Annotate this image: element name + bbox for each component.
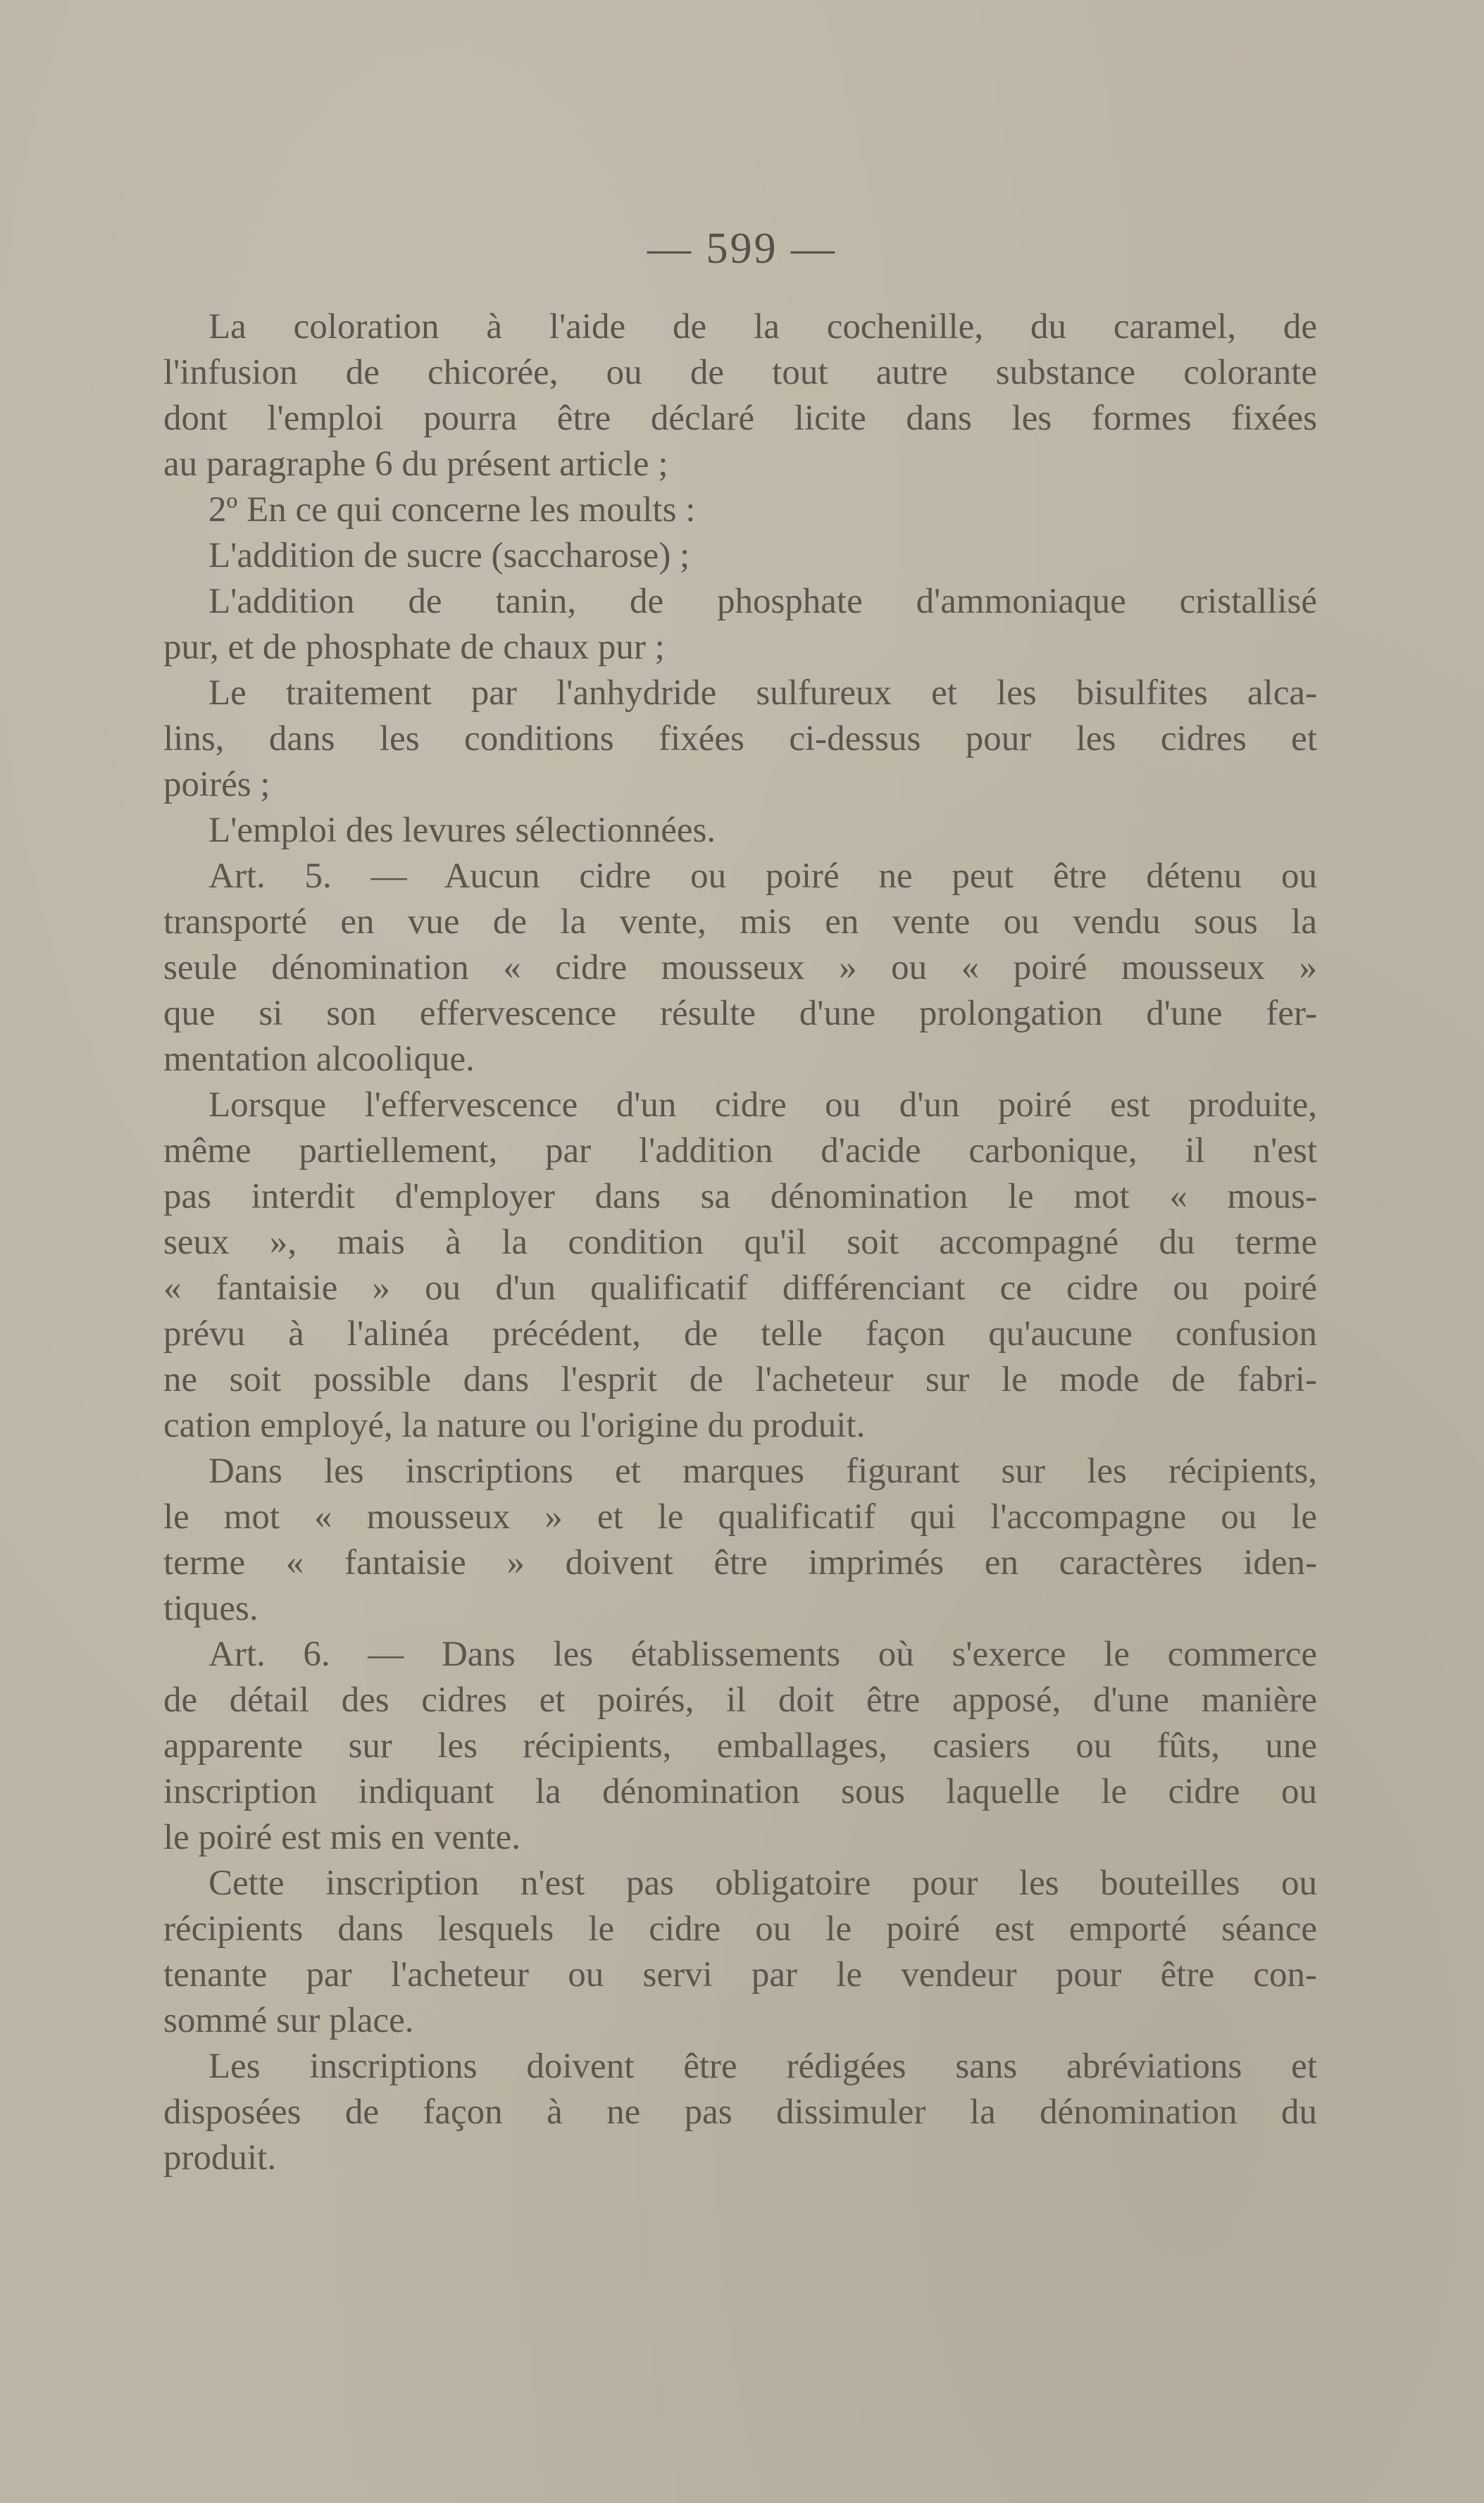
text-line: Le traitement par l'anhydride sulfureux et les bisulfites alca- (208, 673, 1317, 713)
text-line: cation employé, la nature ou l'origine du produit. (163, 1406, 866, 1445)
text-line: Dans les inscriptions et marques figurant sur les récipients, (208, 1452, 1317, 1491)
text-line: Art. 5. — Aucun cidre ou poiré ne peut être détenu ou (208, 856, 1317, 896)
text-line: tenante par l'acheteur ou servi par le vendeur pour être con- (163, 1955, 1317, 1995)
text-line: terme « fantaisie » doivent être imprimés en caractères iden- (163, 1543, 1317, 1583)
text-line: transporté en vue de la vente, mis en vente ou vendu sous la (163, 902, 1317, 942)
text-line: tiques. (163, 1589, 258, 1628)
text-line: sommé sur place. (163, 2001, 414, 2040)
page-number: — 599 — (647, 225, 837, 273)
text-line: de détail des cidres et poirés, il doit être apposé, d'une manière (163, 1680, 1317, 1720)
text-line: apparente sur les récipients, emballages, casiers ou fûts, une (163, 1726, 1317, 1766)
text-line: même partiellement, par l'addition d'acide carbonique, il n'est (163, 1131, 1317, 1171)
text-line: pas interdit d'employer dans sa dénomination le mot « mous- (163, 1177, 1317, 1216)
text-line: le poiré est mis en vente. (163, 1818, 521, 1857)
body-text (163, 304, 1317, 2181)
text-line: disposées de façon à ne pas dissimuler la dénomination du (163, 2092, 1317, 2132)
text-line: seux », mais à la condition qu'il soit accompagné du terme (163, 1223, 1317, 1262)
text-line: prévu à l'alinéa précédent, de telle façon qu'aucune confusion (163, 1314, 1317, 1354)
text-line: poirés ; (163, 765, 270, 804)
text-line: Art. 6. — Dans les établissements où s'exerce le commerce (208, 1635, 1317, 1674)
text-line: produit. (163, 2138, 277, 2178)
text-line: dont l'emploi pourra être déclaré licite dans les formes fixées (163, 399, 1317, 438)
text-line: « fantaisie » ou d'un qualificatif différenciant ce cidre ou poiré (163, 1268, 1317, 1308)
text-line: inscription indiquant la dénomination sous laquelle le cidre ou (163, 1772, 1317, 1811)
text-line: au paragraphe 6 du présent article ; (163, 444, 668, 484)
text-line: L'addition de tanin, de phosphate d'ammoniaque cristallisé (208, 582, 1317, 621)
text-line: Lorsque l'effervescence d'un cidre ou d'un poiré est produite, (208, 1085, 1317, 1125)
text-line: lins, dans les conditions fixées ci-dessus pour les cidres et (163, 719, 1317, 759)
text-line: que si son effervescence résulte d'une prolongation d'une fer- (163, 994, 1317, 1033)
text-line: Cette inscription n'est pas obligatoire pour les bouteilles ou (208, 1864, 1317, 1903)
text-line: Les inscriptions doivent être rédigées sans abréviations et (208, 2047, 1317, 2086)
text-line: L'addition de sucre (saccharose) ; (208, 536, 690, 575)
text-line: pur, et de phosphate de chaux pur ; (163, 628, 665, 667)
text-line: La coloration à l'aide de la cochenille, du caramel, de (208, 307, 1317, 347)
text-line: récipients dans lesquels le cidre ou le poiré est emporté séance (163, 1909, 1317, 1949)
text-line: L'emploi des levures sélectionnées. (208, 811, 716, 850)
text-line: 2º En ce qui concerne les moults : (208, 490, 696, 530)
text-line: seule dénomination « cidre mousseux » ou « poiré mousseux » (163, 948, 1317, 987)
text-line: le mot « mousseux » et le qualificatif qui l'accompagne ou le (163, 1497, 1317, 1537)
text-line: l'infusion de chicorée, ou de tout autre substance colorante (163, 353, 1317, 392)
text-line: mentation alcoolique. (163, 1040, 475, 1079)
text-line: ne soit possible dans l'esprit de l'acheteur sur le mode de fabri- (163, 1360, 1317, 1399)
